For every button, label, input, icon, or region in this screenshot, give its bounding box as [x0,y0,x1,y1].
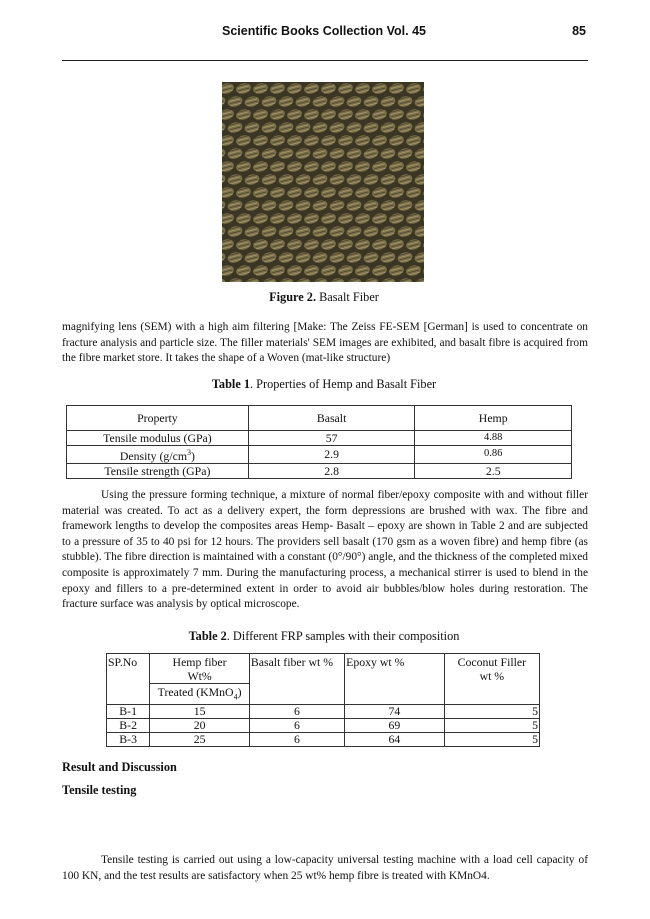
heading-tensile-testing: Tensile testing [62,783,137,797]
cell-basalt: 6 [249,733,344,747]
header-hemp-line2: Wt% [187,669,212,683]
cell-basalt: 6 [249,719,344,733]
cell-epoxy: 64 [345,733,445,747]
density-unit-exponent: 3 [187,448,192,457]
header-coconut [444,654,539,705]
cell-hemp: 2.5 [415,463,572,478]
header-hemp: Hemp [415,406,572,431]
cell-hemp: 20 [150,719,250,733]
header-epoxy: Epoxy wt % [345,654,445,705]
paragraph-method: Using the pressure forming technique, a mixture of normal fiber/epoxy composite with and without filler material was created. To act as a delivery expert, the form depressions are brushed with wax. The fibre and framework lengths to develop the composites areas Hemp- Basalt – epoxy are shown in Table 2 and are subjected to a pressure of 35 to 40 psi for 12 hours. The providers sell basalt (170 gsm as a woven fibre) and hemp fibre (as stubble). The fibre direction is maintained with a constant (0°/90°) angle, and the thickness of the completed mixed composite is approximately 7 mm. During the manufacturing process, a mechanical stirrer is used to blend in the epoxy and fillers to a pre-determined extent in order to avoid air bubbles/blow holes during restoration. The fracture surface was analysis by optical microscope. [62,489,588,611]
cell-basalt: 2.8 [248,463,415,478]
cell-sp: B-3 [107,733,150,747]
page-number: 85 [572,24,586,38]
cell-hemp: 0.86 [415,446,572,464]
table-row [67,463,572,478]
table1-caption-text: . Properties of Hemp and Basalt Fiber [250,377,437,391]
table-row [67,446,572,464]
cell-basalt: 2.9 [248,446,415,464]
header-sp-no: SP.No [107,654,150,705]
cell-coconut: 5 [444,719,539,733]
density-label-end: ) [191,448,195,463]
figure-caption-label: Figure 2. [269,290,317,304]
table-row [107,733,540,747]
cell-property: Tensile strength (GPa) [67,463,249,478]
treated-subscript: 4 [233,692,238,702]
table-row [107,719,540,733]
table2-caption-text: . Different FRP samples with their composition [226,629,460,643]
table-row [107,705,540,719]
header-hemp-line1: Hemp fiber [172,655,227,669]
table-header-row [107,654,540,684]
table-properties [66,405,572,479]
table1-caption-label: Table 1 [211,377,251,391]
heading-result-discussion: Result and Discussion [62,760,177,774]
header-coconut-line2: wt % [479,669,505,683]
table2-caption [62,629,586,644]
table-frp-samples [106,653,540,747]
header-rule [62,60,588,61]
cell-sp: B-2 [107,719,150,733]
cell-epoxy: 74 [345,705,445,719]
basalt-fiber-figure [222,82,424,282]
density-label: Density (g/cm [119,448,188,463]
cell-hemp: 4.88 [415,431,572,446]
paragraph-sem: magnifying lens (SEM) with a high aim filtering [Make: The Zeiss FE-SEM [German] is used to concentrate on fracture analysis and particle size. The filler materials' SEM images are exhibited, and basalt fibre is acquired from the fibre market store. It takes the shape of a Woven (mat-like structure) [62,321,588,365]
treated-label-end: ) [237,685,242,699]
header-hemp-fiber [150,654,250,684]
table-row [67,431,572,446]
cell-property: Tensile modulus (GPa) [67,431,249,446]
cell-property [67,446,249,464]
cell-basalt: 57 [248,431,415,446]
table1-caption [62,377,586,392]
table-header-row [67,406,572,431]
figure-caption-text: Basalt Fiber [316,290,379,304]
cell-coconut: 5 [444,705,539,719]
cell-epoxy: 69 [345,719,445,733]
running-title: Scientific Books Collection Vol. 45 [222,24,426,38]
paragraph-tensile: Tensile testing is carried out using a low-capacity universal testing machine with a load cell capacity of 100 KN, and the test results are satisfactory when 25 wt% hemp fibre is treated with KMnO4. [62,854,588,882]
basalt-fiber-weave-photo [222,82,424,282]
figure-caption [62,290,586,305]
cell-hemp: 15 [150,705,250,719]
running-header [62,24,586,42]
cell-hemp: 25 [150,733,250,747]
cell-sp: B-1 [107,705,150,719]
table2-caption-label: Table 2 [188,629,227,643]
cell-coconut: 5 [444,733,539,747]
header-hemp-treated [150,684,250,705]
cell-basalt: 6 [249,705,344,719]
header-property: Property [67,406,249,431]
header-basalt-fiber: Basalt fiber wt % [249,654,344,705]
header-coconut-line1: Coconut Filler [457,655,527,669]
treated-label: Treated (KMnO [157,685,234,699]
header-basalt: Basalt [248,406,415,431]
